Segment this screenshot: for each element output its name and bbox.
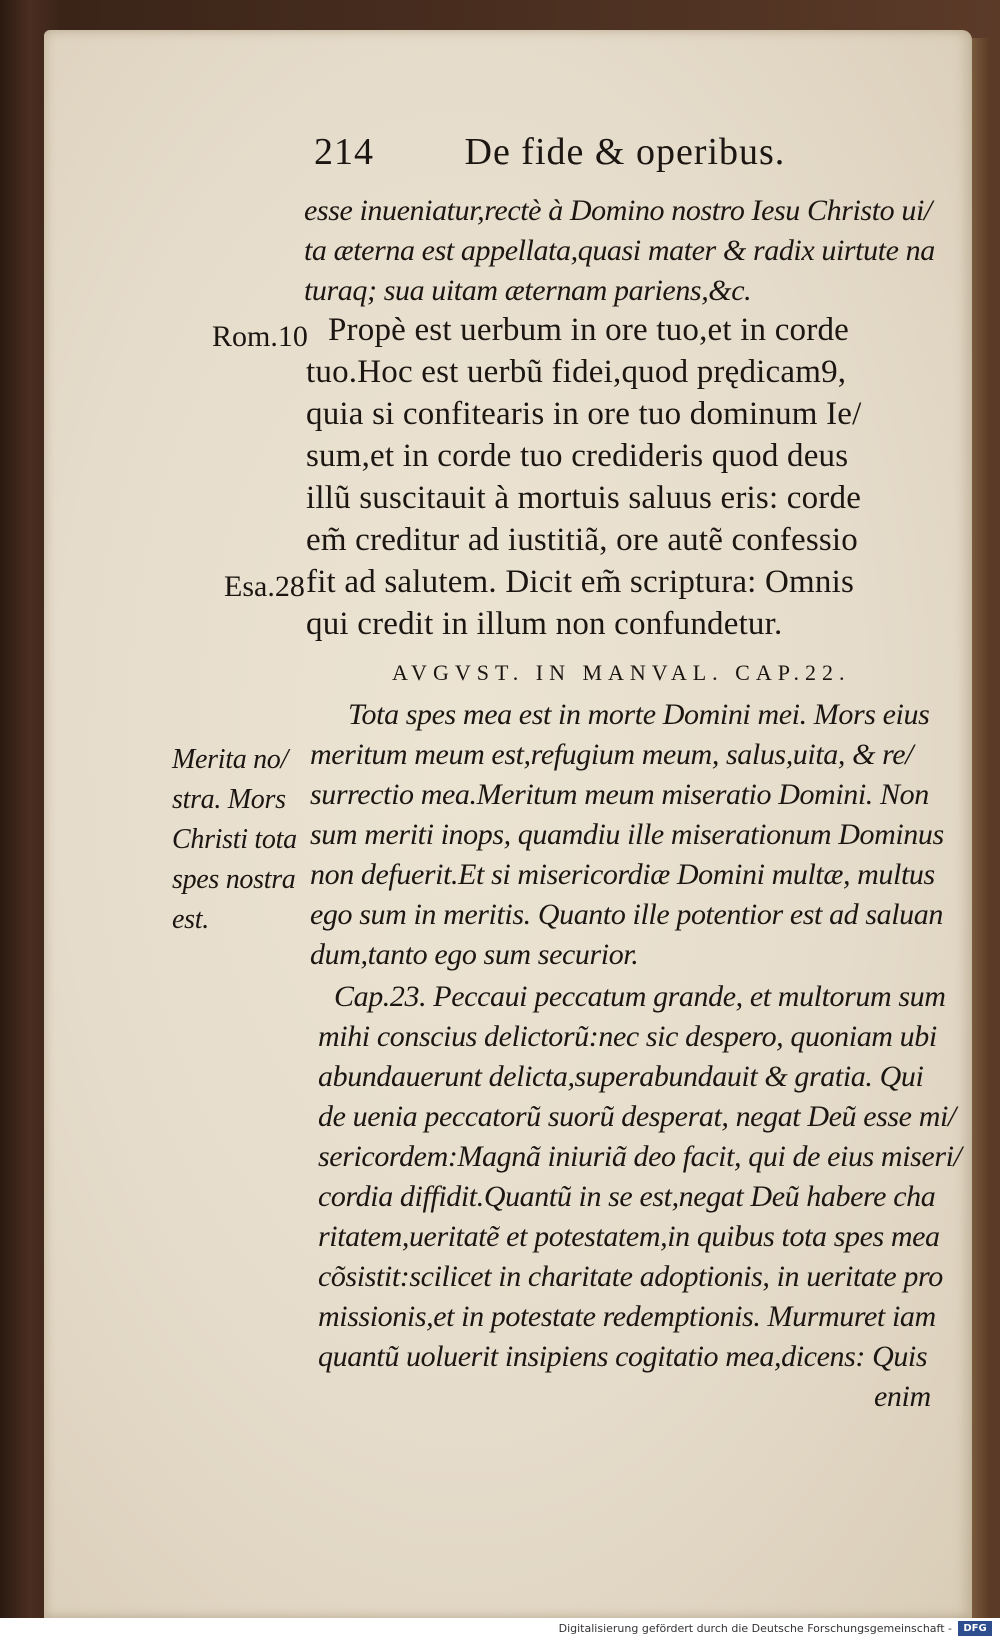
text-line: fit ad salutem. Dicit em̃ scriptura: Omnis <box>306 564 854 600</box>
section-heading: AVGVST. IN MANVAL. CAP.22. <box>392 660 851 685</box>
text-line: cõsistit:scilicet in charitate adoptionis, in ueritate pro <box>318 1260 943 1293</box>
margin-note-line: Merita no/ <box>172 744 288 775</box>
book-page <box>44 30 972 1618</box>
text-line: Tota spes mea est in morte Domini mei. Mors eius <box>348 698 930 731</box>
text-line: esse inueniatur,rectè à Domino nostro Iesu Christo ui/ <box>304 194 932 227</box>
page-number: 214 <box>314 131 374 173</box>
text-line: ritatem,ueritatẽ et potestatem,in quibus tota spes mea <box>318 1220 940 1253</box>
margin-note-line: est. <box>172 904 209 935</box>
page-content <box>44 30 972 1618</box>
text-line: qui credit in illum non confundetur. <box>306 606 783 642</box>
text-line: non defuerit.Et si misericordiæ Domini multæ, multus <box>310 858 935 891</box>
margin-note-line: spes nostra <box>172 864 296 895</box>
text-line: abundauerunt delicta,superabundauit & gratia. Qui <box>318 1060 924 1093</box>
running-header <box>314 130 785 174</box>
text-line: sum meriti inops, quamdiu ille miserationum Dominus <box>310 818 944 851</box>
text-line: sericordem:Magnã iniuriã deo facit, qui de eius miseri/ <box>318 1140 962 1173</box>
margin-note-reference: Esa.28 <box>224 570 305 603</box>
text-line: missionis,et in potestate redemptionis. Murmuret iam <box>318 1300 936 1333</box>
margin-note-line: stra. Mors <box>172 784 286 815</box>
text-line: meritum meum est,refugium meum, salus,uita, & re/ <box>310 738 914 771</box>
text-line: em̃ creditur ad iustitiã, ore autẽ confessio <box>306 522 858 558</box>
text-line: illũ suscitauit à mortuis saluus eris: corde <box>306 480 862 516</box>
margin-note-reference: Rom.10 <box>212 320 308 353</box>
text-line: ta æterna est appellata,quasi mater & radix uirtute na <box>304 234 935 267</box>
text-line: cordia diffidit.Quantũ in se est,negat Deũ habere cha <box>318 1180 936 1213</box>
catchword: enim <box>874 1380 931 1413</box>
page-edge <box>972 38 990 1618</box>
text-line: quantũ uoluerit insipiens cogitatio mea,dicens: Quis <box>318 1340 928 1373</box>
text-line: surrectio mea.Meritum meum miseratio Domini. Non <box>310 778 929 811</box>
funding-credit: Digitalisierung gefördert durch die Deutsche Forschungsgemeinschaft - <box>558 1622 952 1635</box>
text-line: de uenia peccatorũ suorũ desperat, negat Deũ esse mi/ <box>318 1100 956 1133</box>
text-line: turaq; sua uitam æternam pariens,&c. <box>304 274 752 307</box>
text-line: Propè est uerbum in ore tuo,et in corde <box>328 312 849 348</box>
text-line: quia si confitearis in ore tuo dominum Ie/ <box>306 396 862 432</box>
text-line: dum,tanto ego sum securior. <box>310 938 639 971</box>
text-line: tuo.Hoc est uerbũ fidei,quod prędicam9, <box>306 354 847 390</box>
running-head-title: De fide & operibus. <box>464 131 786 173</box>
dfg-logo: DFG <box>958 1621 992 1636</box>
text-line: ego sum in meritis. Quanto ille potentior est ad saluan <box>310 898 943 931</box>
text-line: mihi conscius delictorũ:nec sic despero, quoniam ubi <box>318 1020 937 1053</box>
text-line: Cap.23. Peccaui peccatum grande, et multorum sum <box>334 980 946 1013</box>
digitization-footer <box>0 1618 1000 1640</box>
text-line: sum,et in corde tuo credideris quod deus <box>306 438 849 474</box>
margin-note-line: Christi tota <box>172 824 297 855</box>
